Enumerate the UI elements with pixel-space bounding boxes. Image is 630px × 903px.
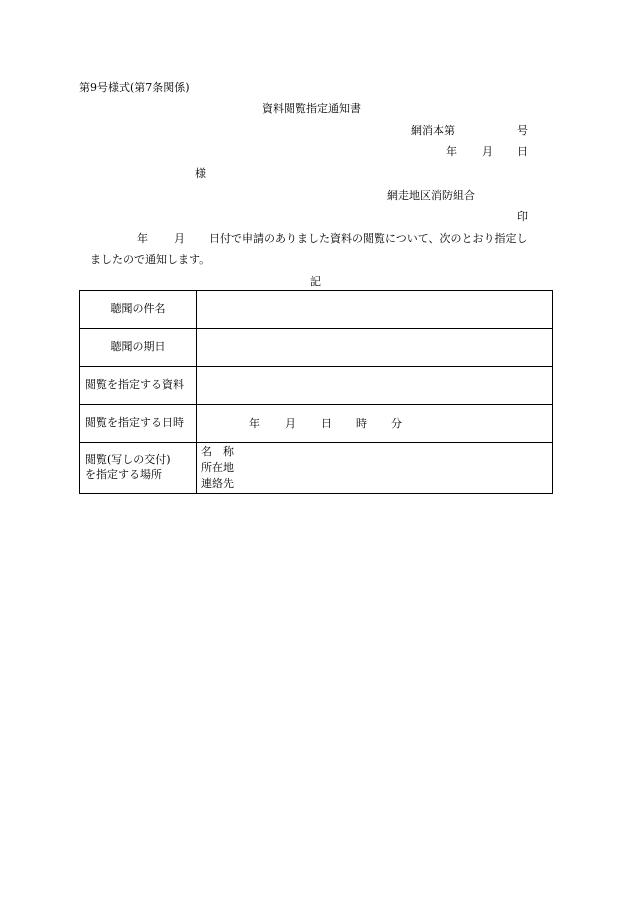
hearing-date-label: 聴聞の期日: [80, 329, 197, 367]
body-text-line2: ましたので通知します。: [90, 253, 211, 266]
hearing-subject-value: [197, 291, 553, 329]
hearing-date-value: [197, 329, 553, 367]
table-row: [80, 405, 553, 443]
table-row: [80, 291, 553, 329]
table-row: [80, 329, 553, 367]
place-address-label: 所在地: [201, 461, 234, 474]
datetime-hour: 時: [356, 416, 367, 430]
place-contact-label: 連絡先: [201, 477, 234, 490]
reference-number-suffix: 号: [517, 124, 528, 137]
designated-documents-value: [197, 367, 553, 405]
designated-place-label-line2: を指定する場所: [85, 468, 162, 481]
note-heading: 記: [310, 275, 321, 288]
designation-table: [79, 290, 553, 494]
datetime-day: 日: [321, 416, 332, 430]
table-row: [80, 443, 553, 494]
issuer-name: 網走地区消防組合: [387, 189, 475, 202]
body-rest: 日付で申請のありました資料の閲覧について、次のとおり指定し: [209, 232, 528, 245]
table-row: [80, 367, 553, 405]
datetime-year: 年: [249, 416, 260, 430]
body-year: 年: [137, 232, 148, 245]
designated-place-label: [80, 443, 197, 494]
issue-date-year: 年: [446, 145, 457, 158]
issue-date-day: 日: [517, 145, 528, 158]
designated-documents-label: 閲覧を指定する資料: [80, 367, 197, 405]
designated-place-label-line1: 閲覧(写しの交付): [85, 453, 171, 467]
document-title: 資料閲覧指定通知書: [262, 102, 361, 115]
reference-number-prefix: 網消本第: [411, 124, 455, 137]
seal-mark: 印: [517, 210, 528, 223]
designated-datetime-label: 閲覧を指定する日時: [80, 405, 197, 443]
designated-place-value: [197, 443, 553, 494]
place-name-label: 名 称: [201, 445, 234, 458]
designated-datetime-value: [197, 405, 553, 443]
datetime-month: 月: [285, 416, 296, 430]
addressee-honorific: 様: [195, 167, 206, 180]
issue-date-month: 月: [482, 145, 493, 158]
body-text-line1: [80, 233, 554, 245]
datetime-minute: 分: [391, 416, 402, 430]
body-month: 月: [174, 232, 185, 245]
form-number: 第9号様式(第7条関係): [79, 81, 190, 94]
hearing-subject-label: 聴聞の件名: [80, 291, 197, 329]
